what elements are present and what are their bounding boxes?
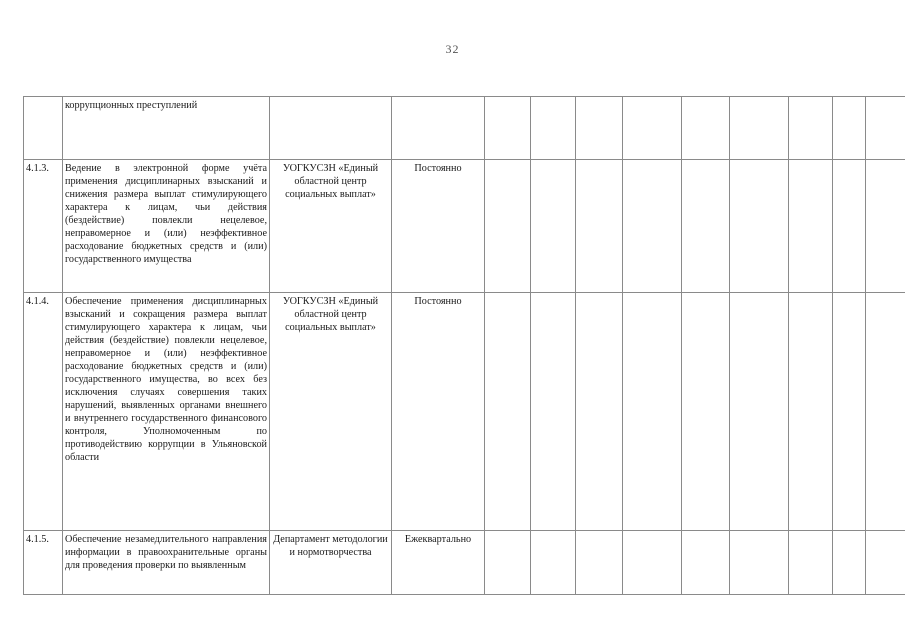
responsible-org xyxy=(270,97,392,160)
empty-cell xyxy=(789,531,833,595)
empty-cell xyxy=(576,293,623,531)
empty-cell xyxy=(730,293,789,531)
responsible-org: УОГКУСЗН «Единый областной центр социальных выплат» xyxy=(270,160,392,293)
row-number xyxy=(24,97,63,160)
empty-cell xyxy=(789,160,833,293)
empty-cell xyxy=(730,531,789,595)
empty-cell xyxy=(485,97,531,160)
empty-cell xyxy=(623,97,682,160)
empty-cell xyxy=(833,160,866,293)
empty-cell xyxy=(531,293,576,531)
empty-cell xyxy=(576,97,623,160)
empty-cell xyxy=(833,97,866,160)
empty-cell xyxy=(623,160,682,293)
row-number: 4.1.5. xyxy=(24,531,63,595)
measure-description: Обеспечение применения дисциплинарных взысканий и сокращения размера выплат стимулирующего характера к лицам, чьи действия (бездействие) повлекли нецелевое, неправомерное и (или) неэффективное расходование бюджетных средств и (или) государственного имущества, во всех без исключения случаях совершения таких нарушений, выявленных органами внешнего и внутреннего государственного финансового контроля, Уполномоченным по противодействию коррупции в Ульяновской области xyxy=(63,293,270,531)
empty-cell xyxy=(833,531,866,595)
empty-cell xyxy=(485,293,531,531)
empty-cell xyxy=(531,160,576,293)
empty-cell xyxy=(682,293,730,531)
empty-cell xyxy=(789,97,833,160)
table-row xyxy=(24,160,905,293)
empty-cell xyxy=(730,97,789,160)
measures-table xyxy=(23,96,905,595)
empty-cell xyxy=(531,531,576,595)
empty-cell xyxy=(682,97,730,160)
table-row xyxy=(24,293,905,531)
measure-description: Обеспечение незамедлительного направления информации в правоохранительные органы для проведения проверки по выявленным xyxy=(63,531,270,595)
deadline: Постоянно xyxy=(392,293,485,531)
deadline: Постоянно xyxy=(392,160,485,293)
empty-cell xyxy=(623,293,682,531)
page-number: 32 xyxy=(445,42,460,56)
empty-cell xyxy=(576,531,623,595)
empty-cell xyxy=(789,293,833,531)
table-row xyxy=(24,531,905,595)
row-number: 4.1.3. xyxy=(24,160,63,293)
empty-cell xyxy=(682,160,730,293)
empty-cell xyxy=(485,160,531,293)
responsible-org: УОГКУСЗН «Единый областной центр социальных выплат» xyxy=(270,293,392,531)
empty-cell xyxy=(730,160,789,293)
empty-cell xyxy=(531,97,576,160)
table-row xyxy=(24,97,905,160)
empty-cell xyxy=(485,531,531,595)
row-number: 4.1.4. xyxy=(24,293,63,531)
empty-cell xyxy=(866,293,905,531)
empty-cell xyxy=(623,531,682,595)
measure-description: Ведение в электронной форме учёта применения дисциплинарных взысканий и снижения размера выплат стимулирующего характера к лицам, чьи действия (бездействие) повлекли нецелевое, неправомерное и (или) неэффективное расходование бюджетных средств и (или) государственного имущества xyxy=(63,160,270,293)
empty-cell xyxy=(866,531,905,595)
deadline xyxy=(392,97,485,160)
measure-description: коррупционных преступлений xyxy=(63,97,270,160)
empty-cell xyxy=(866,160,905,293)
empty-cell xyxy=(682,531,730,595)
empty-cell xyxy=(576,160,623,293)
responsible-org: Департамент методологии и нормотворчества xyxy=(270,531,392,595)
deadline: Ежеквартально xyxy=(392,531,485,595)
empty-cell xyxy=(866,97,905,160)
empty-cell xyxy=(833,293,866,531)
